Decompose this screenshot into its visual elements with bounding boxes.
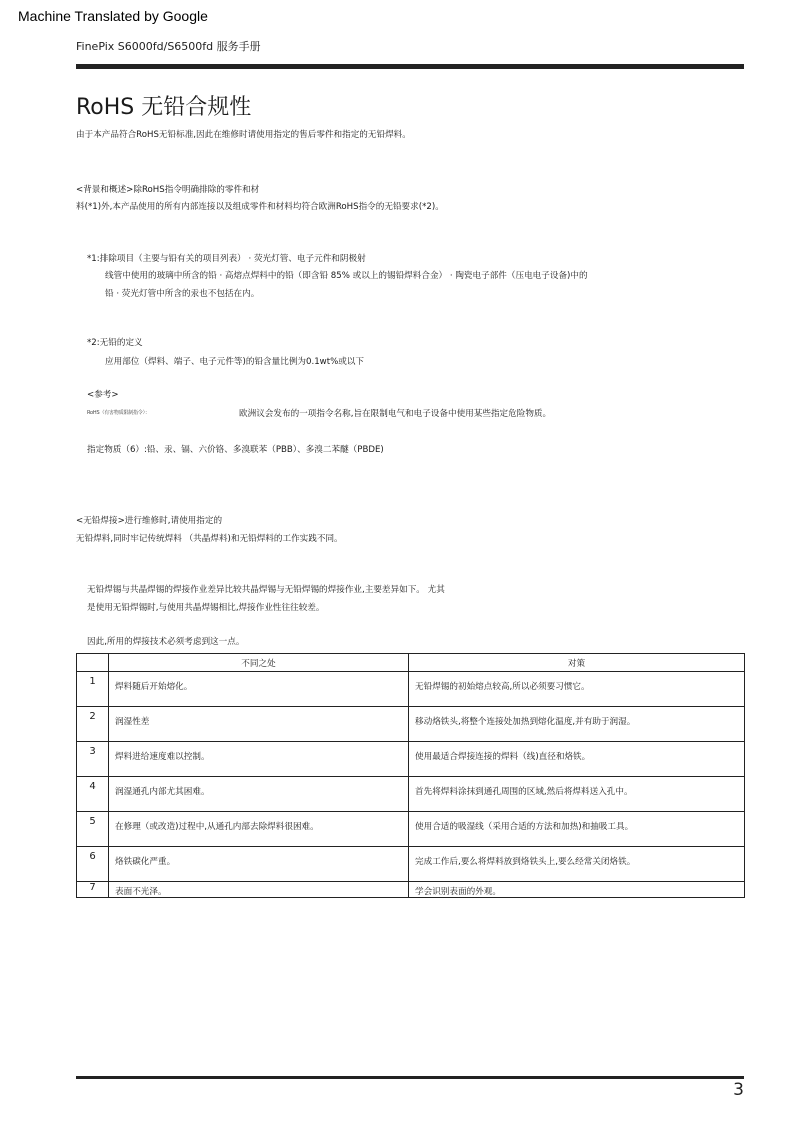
row-difference: 焊料进给速度难以控制。 bbox=[109, 742, 409, 777]
row-difference: 焊料随后开始熔化。 bbox=[109, 672, 409, 707]
note1-line-3: 铅 · 荧光灯管中所含的汞也不包括在内。 bbox=[105, 289, 260, 299]
soldering-para-3: 因此,所用的焊接技术必须考虑到这一点。 bbox=[87, 637, 245, 647]
row-measure: 移动烙铁头,将整个连接处加热到熔化温度,并有助于润湿。 bbox=[409, 707, 745, 742]
header-title: FinePix S6000fd/S6500fd 服务手册 bbox=[76, 40, 261, 53]
row-measure: 使用合适的吸湿线（采用合适的方法和加热)和抽吸工具。 bbox=[409, 812, 745, 847]
machine-translation-watermark: Machine Translated by Google bbox=[18, 8, 208, 24]
table-row bbox=[77, 812, 745, 847]
note1-line-1: *1:排除项目（主要与铅有关的项目列表） · 荧光灯管、电子元件和阴极射 bbox=[87, 254, 366, 264]
row-difference: 在修理（或改造)过程中,从通孔内部去除焊料很困难。 bbox=[109, 812, 409, 847]
row-measure: 使用最适合焊接连接的焊料（线)直径和烙铁。 bbox=[409, 742, 745, 777]
row-number: 3 bbox=[77, 742, 109, 777]
row-difference: 表面不光泽。 bbox=[109, 882, 409, 898]
table-row bbox=[77, 882, 745, 898]
row-number: 6 bbox=[77, 847, 109, 882]
row-measure: 首先将焊料涂抹到通孔周围的区域,然后将焊料送入孔中。 bbox=[409, 777, 745, 812]
soldering-para-1: 无铅焊锡与共晶焊锡的焊接作业差异比较共晶焊锡与无铅焊锡的焊接作业,主要差异如下。 尤其 bbox=[87, 585, 445, 595]
soldering-line-2: 无铅焊料,同时牢记传统焊料 （共晶焊料)和无铅焊料的工作实践不同。 bbox=[76, 534, 343, 544]
reference-substances: 指定物质（6）:铅、汞、镉、六价铬、多溴联苯（PBB）、多溴二苯醚（PBDE) bbox=[87, 445, 384, 455]
note1-line-2: 线管中使用的玻璃中所含的铅 · 高熔点焊料中的铅（即含铅 85% 或以上的锡铅焊料合金） · 陶瓷电子部件（压电电子设备)中的 bbox=[105, 271, 588, 281]
header-rule bbox=[76, 64, 744, 69]
differences-table bbox=[76, 653, 745, 898]
row-number: 4 bbox=[77, 777, 109, 812]
page-title: RoHS 无铅合规性 bbox=[76, 95, 252, 120]
table-row bbox=[77, 672, 745, 707]
soldering-para-2: 是使用无铅焊锡时,与使用共晶焊锡相比,焊接作业性往往较差。 bbox=[87, 603, 325, 613]
page-number: 3 bbox=[733, 1080, 744, 1100]
row-number: 1 bbox=[77, 672, 109, 707]
note2-line-1: *2:无铅的定义 bbox=[87, 338, 143, 348]
table-row bbox=[77, 707, 745, 742]
row-number: 5 bbox=[77, 812, 109, 847]
footer-rule bbox=[76, 1076, 744, 1079]
table-row bbox=[77, 777, 745, 812]
table-header-num bbox=[77, 654, 109, 672]
soldering-line-1: <无铅焊接>进行维修时,请使用指定的 bbox=[76, 516, 223, 526]
table-row bbox=[77, 742, 745, 777]
table-header-measure: 对策 bbox=[409, 654, 745, 672]
note2-line-2: 应用部位（焊料、端子、电子元件等)的铅含量比例为0.1wt%或以下 bbox=[105, 357, 365, 367]
row-measure: 学会识别表面的外观。 bbox=[409, 882, 745, 898]
reference-description: 欧洲议会发布的一项指令名称,旨在限制电气和电子设备中使用某些指定危险物质。 bbox=[239, 409, 552, 419]
row-difference: 润湿通孔内部尤其困难。 bbox=[109, 777, 409, 812]
table-header-diff: 不同之处 bbox=[109, 654, 409, 672]
row-measure: 无铅焊锡的初始熔点较高,所以必须要习惯它。 bbox=[409, 672, 745, 707]
reference-label: <参考> bbox=[87, 390, 119, 400]
row-number: 7 bbox=[77, 882, 109, 898]
row-measure: 完成工作后,要么将焊料放到烙铁头上,要么经常关闭烙铁。 bbox=[409, 847, 745, 882]
table-header-row bbox=[77, 654, 745, 672]
background-line-2: 料(*1)外,本产品使用的所有内部连接以及组成零件和材料均符合欧洲RoHS指令的无铅要求(*2)。 bbox=[76, 202, 444, 212]
row-difference: 润湿性差 bbox=[109, 707, 409, 742]
intro-text: 由于本产品符合RoHS无铅标准,因此在维修时请使用指定的售后零件和指定的无铅焊料。 bbox=[76, 130, 411, 140]
table-row bbox=[77, 847, 745, 882]
background-line-1: <背景和概述>除RoHS指令明确排除的零件和材 bbox=[76, 185, 260, 195]
row-number: 2 bbox=[77, 707, 109, 742]
row-difference: 烙铁碳化严重。 bbox=[109, 847, 409, 882]
reference-small-text: RoHS（有害物质限制指令）： bbox=[87, 410, 150, 416]
